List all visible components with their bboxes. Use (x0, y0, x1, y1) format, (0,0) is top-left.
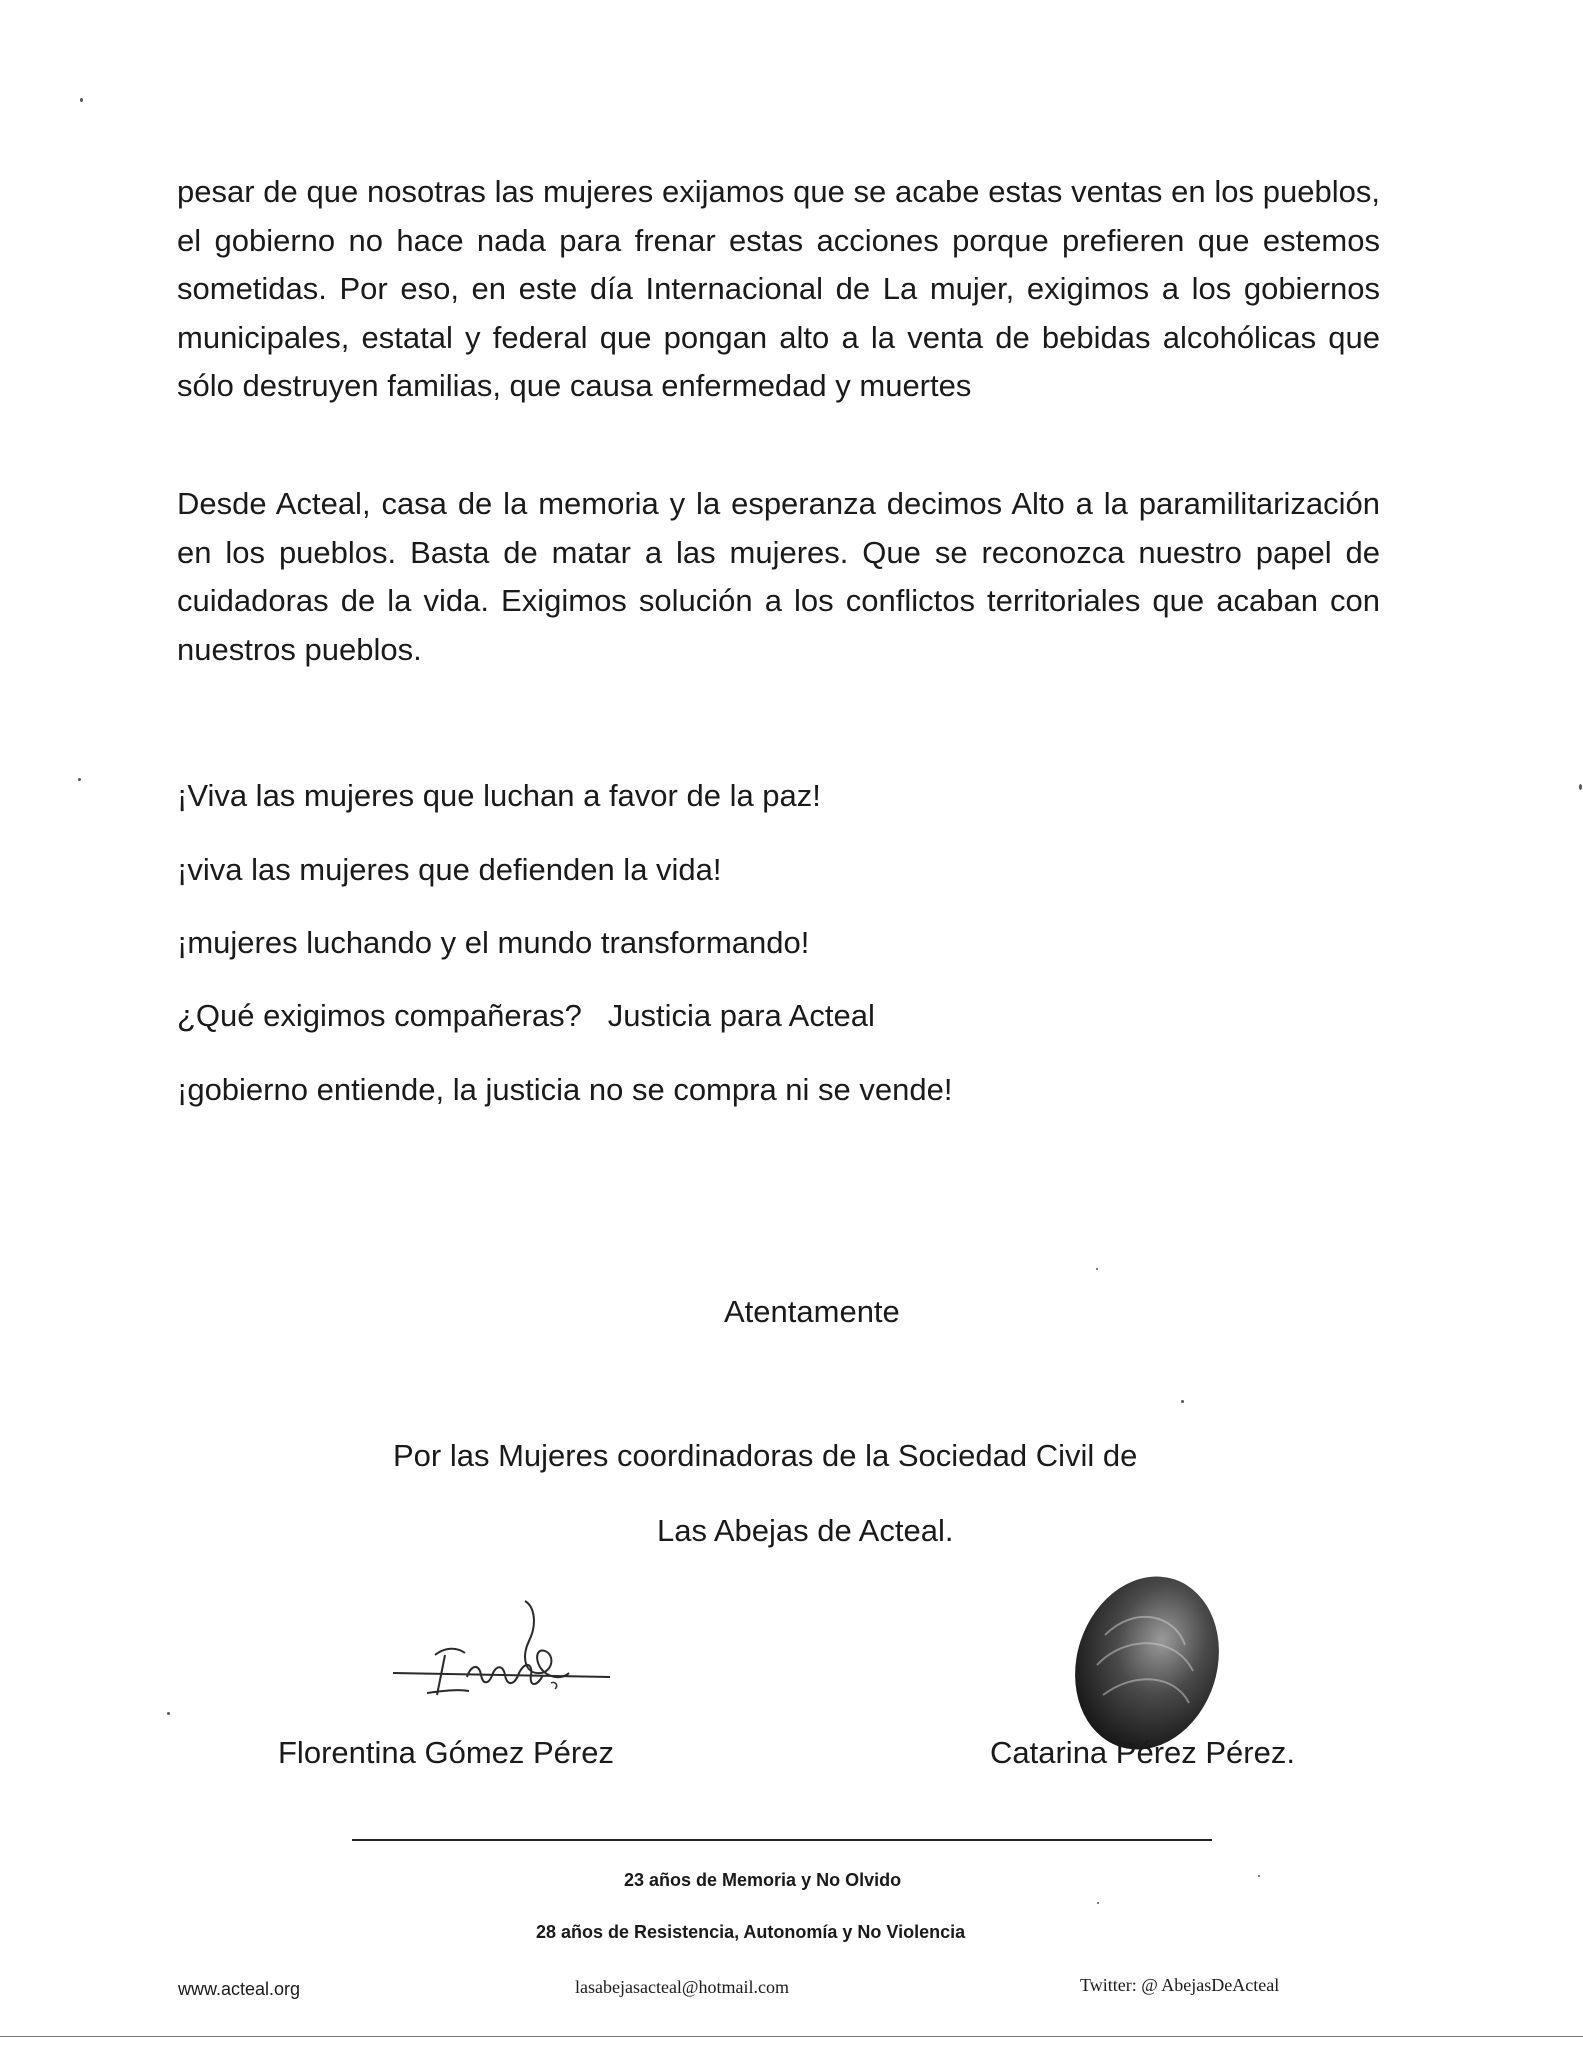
scan-speck (78, 778, 81, 781)
closing-salutation: Atentamente (724, 1294, 900, 1329)
slogan-2: ¡viva las mujeres que defienden la vida! (177, 852, 722, 887)
handwritten-signature (385, 1595, 615, 1715)
organization-line-2: Las Abejas de Acteal. (657, 1513, 954, 1548)
scan-speck (1258, 1875, 1260, 1877)
footer-website: www.acteal.org (178, 1979, 301, 1999)
footer-memory-line: 23 años de Memoria y No Olvido (624, 1870, 902, 1890)
organization-line-1: Por las Mujeres coordinadoras de la Sociedad Civil de (393, 1438, 1138, 1473)
signer-name-left: Florentina Gómez Pérez (278, 1735, 614, 1770)
scan-speck (167, 1712, 170, 1715)
slogan-1: ¡Viva las mujeres que luchan a favor de la paz! (177, 778, 821, 813)
signer-name-right: Catarina Pérez Pérez. (990, 1735, 1295, 1770)
footer-resistance-line: 28 años de Resistencia, Autonomía y No Violencia (536, 1922, 966, 1942)
footer-email: lasabejasacteal@hotmail.com (575, 1977, 789, 1997)
footer-divider (352, 1839, 1212, 1841)
scan-speck (80, 98, 83, 102)
body-paragraph-1: pesar de que nosotras las mujeres exijamos que se acabe estas ventas en los pueblos, el gobierno no hace nada para frenar estas acciones porque prefieren que estemos sometidas. Por eso, en este día Internacional de La mujer, exigimos a los gobiernos municipales, estatal y federal que pongan alto a la venta de bebidas alcohólicas que sólo destruyen familias, que causa enfermedad y muertes (177, 174, 1380, 403)
body-paragraph-2: Desde Acteal, casa de la memoria y la esperanza decimos Alto a la paramilitarización en los pueblos. Basta de matar a las mujeres. Que se reconozca nuestro papel de cuidadoras de la vida. Exigimos solución a los conflictos territoriales que acaban con nuestros pueblos. (177, 486, 1380, 667)
scan-speck (1579, 784, 1582, 790)
scan-speck (1097, 1902, 1099, 1904)
slogan-5: ¡gobierno entiende, la justicia no se compra ni se vende! (177, 1072, 953, 1107)
scan-speck (1096, 1268, 1098, 1270)
scan-speck (1181, 1400, 1184, 1403)
slogan-3: ¡mujeres luchando y el mundo transformando! (177, 925, 810, 960)
footer-twitter: Twitter: @ AbejasDeActeal (1080, 1975, 1280, 1995)
page-bottom-edge (0, 2036, 1583, 2037)
slogan-4: ¿Qué exigimos compañeras? Justicia para Acteal (177, 998, 875, 1033)
